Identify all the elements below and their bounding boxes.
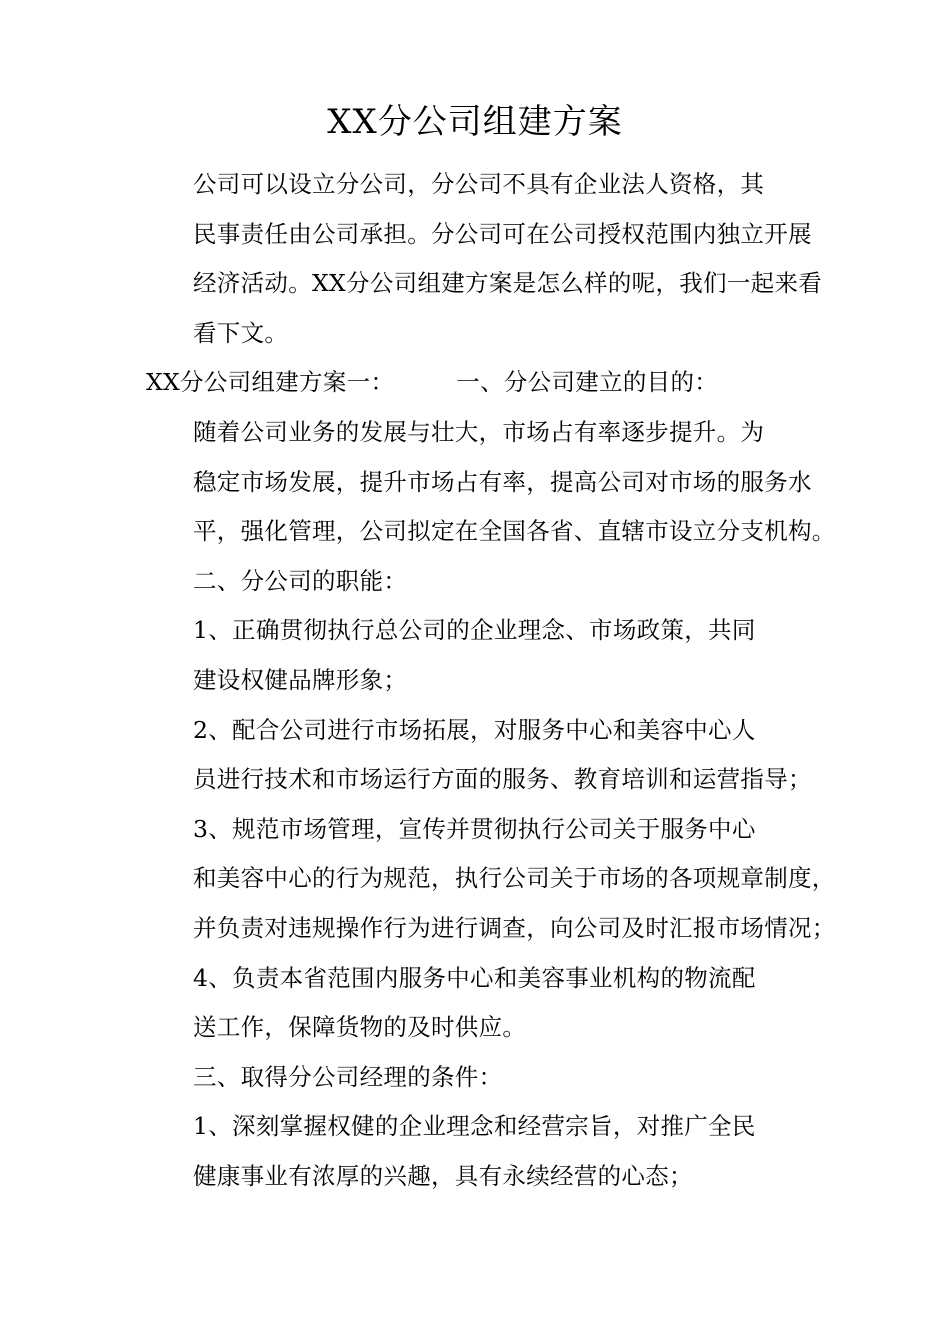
- plan-heading-line: [146, 358, 806, 408]
- text-line: 民事责任由公司承担。分公司可在公司授权范围内独立开展: [193, 219, 812, 248]
- text-line: 送工作，保障货物的及时供应。: [193, 1013, 527, 1042]
- document-body: [146, 160, 836, 1201]
- text-line: 和美容中心的行为规范，执行公司关于市场的各项规章制度，: [193, 864, 836, 893]
- section1-paragraph: [146, 408, 836, 557]
- text-line: 并负责对违规操作行为进行调查，向公司及时汇报市场情况；: [193, 913, 836, 942]
- text-line: 稳定市场发展，提升市场占有率，提高公司对市场的服务水: [193, 467, 812, 496]
- section2-item-1: [146, 606, 806, 705]
- text-line: 1、深刻掌握权健的企业理念和经营宗旨，对推广全民: [193, 1112, 756, 1141]
- text-line: 平，强化管理，公司拟定在全国各省、直辖市设立分支机构。: [193, 517, 836, 546]
- text-line: 看下文。: [193, 318, 289, 347]
- section2-item-3: [146, 805, 836, 954]
- text-line: 2、配合公司进行市场拓展，对服务中心和美容中心人: [193, 715, 756, 744]
- text-line: 3、规范市场管理，宣传并贯彻执行公司关于服务中心: [193, 814, 756, 843]
- section3-item-1: [146, 1102, 806, 1201]
- text-line: 公司可以设立分公司，分公司不具有企业法人资格，其: [193, 170, 765, 198]
- text-line: 经济活动。XX分公司组建方案是怎么样的呢，我们一起来看: [193, 269, 823, 298]
- text-line: 1、正确贯彻执行总公司的企业理念、市场政策，共同: [193, 616, 756, 645]
- text-line: 建设权健品牌形象；: [193, 665, 408, 694]
- text-line: 健康事业有浓厚的兴趣，具有永续经营的心态；: [193, 1161, 693, 1190]
- section2-item-4: [146, 954, 806, 1053]
- section2-item-2: [146, 706, 812, 805]
- text-line: 4、负责本省范围内服务中心和美容事业机构的物流配: [193, 963, 756, 992]
- intro-paragraph: [146, 160, 823, 358]
- section3-heading: 三、取得分公司经理的条件：: [193, 1062, 503, 1091]
- section1-heading: 一、分公司建立的目的：: [456, 368, 719, 397]
- plan-heading: XX分公司组建方案一：: [146, 368, 395, 397]
- text-line: 随着公司业务的发展与壮大，市场占有率逐步提升。为: [193, 417, 765, 446]
- document-title: XX分公司组建方案: [327, 102, 623, 142]
- section2-heading: 二、分公司的职能：: [193, 566, 408, 595]
- text-line: 员进行技术和市场运行方面的服务、教育培训和运营指导；: [193, 765, 812, 794]
